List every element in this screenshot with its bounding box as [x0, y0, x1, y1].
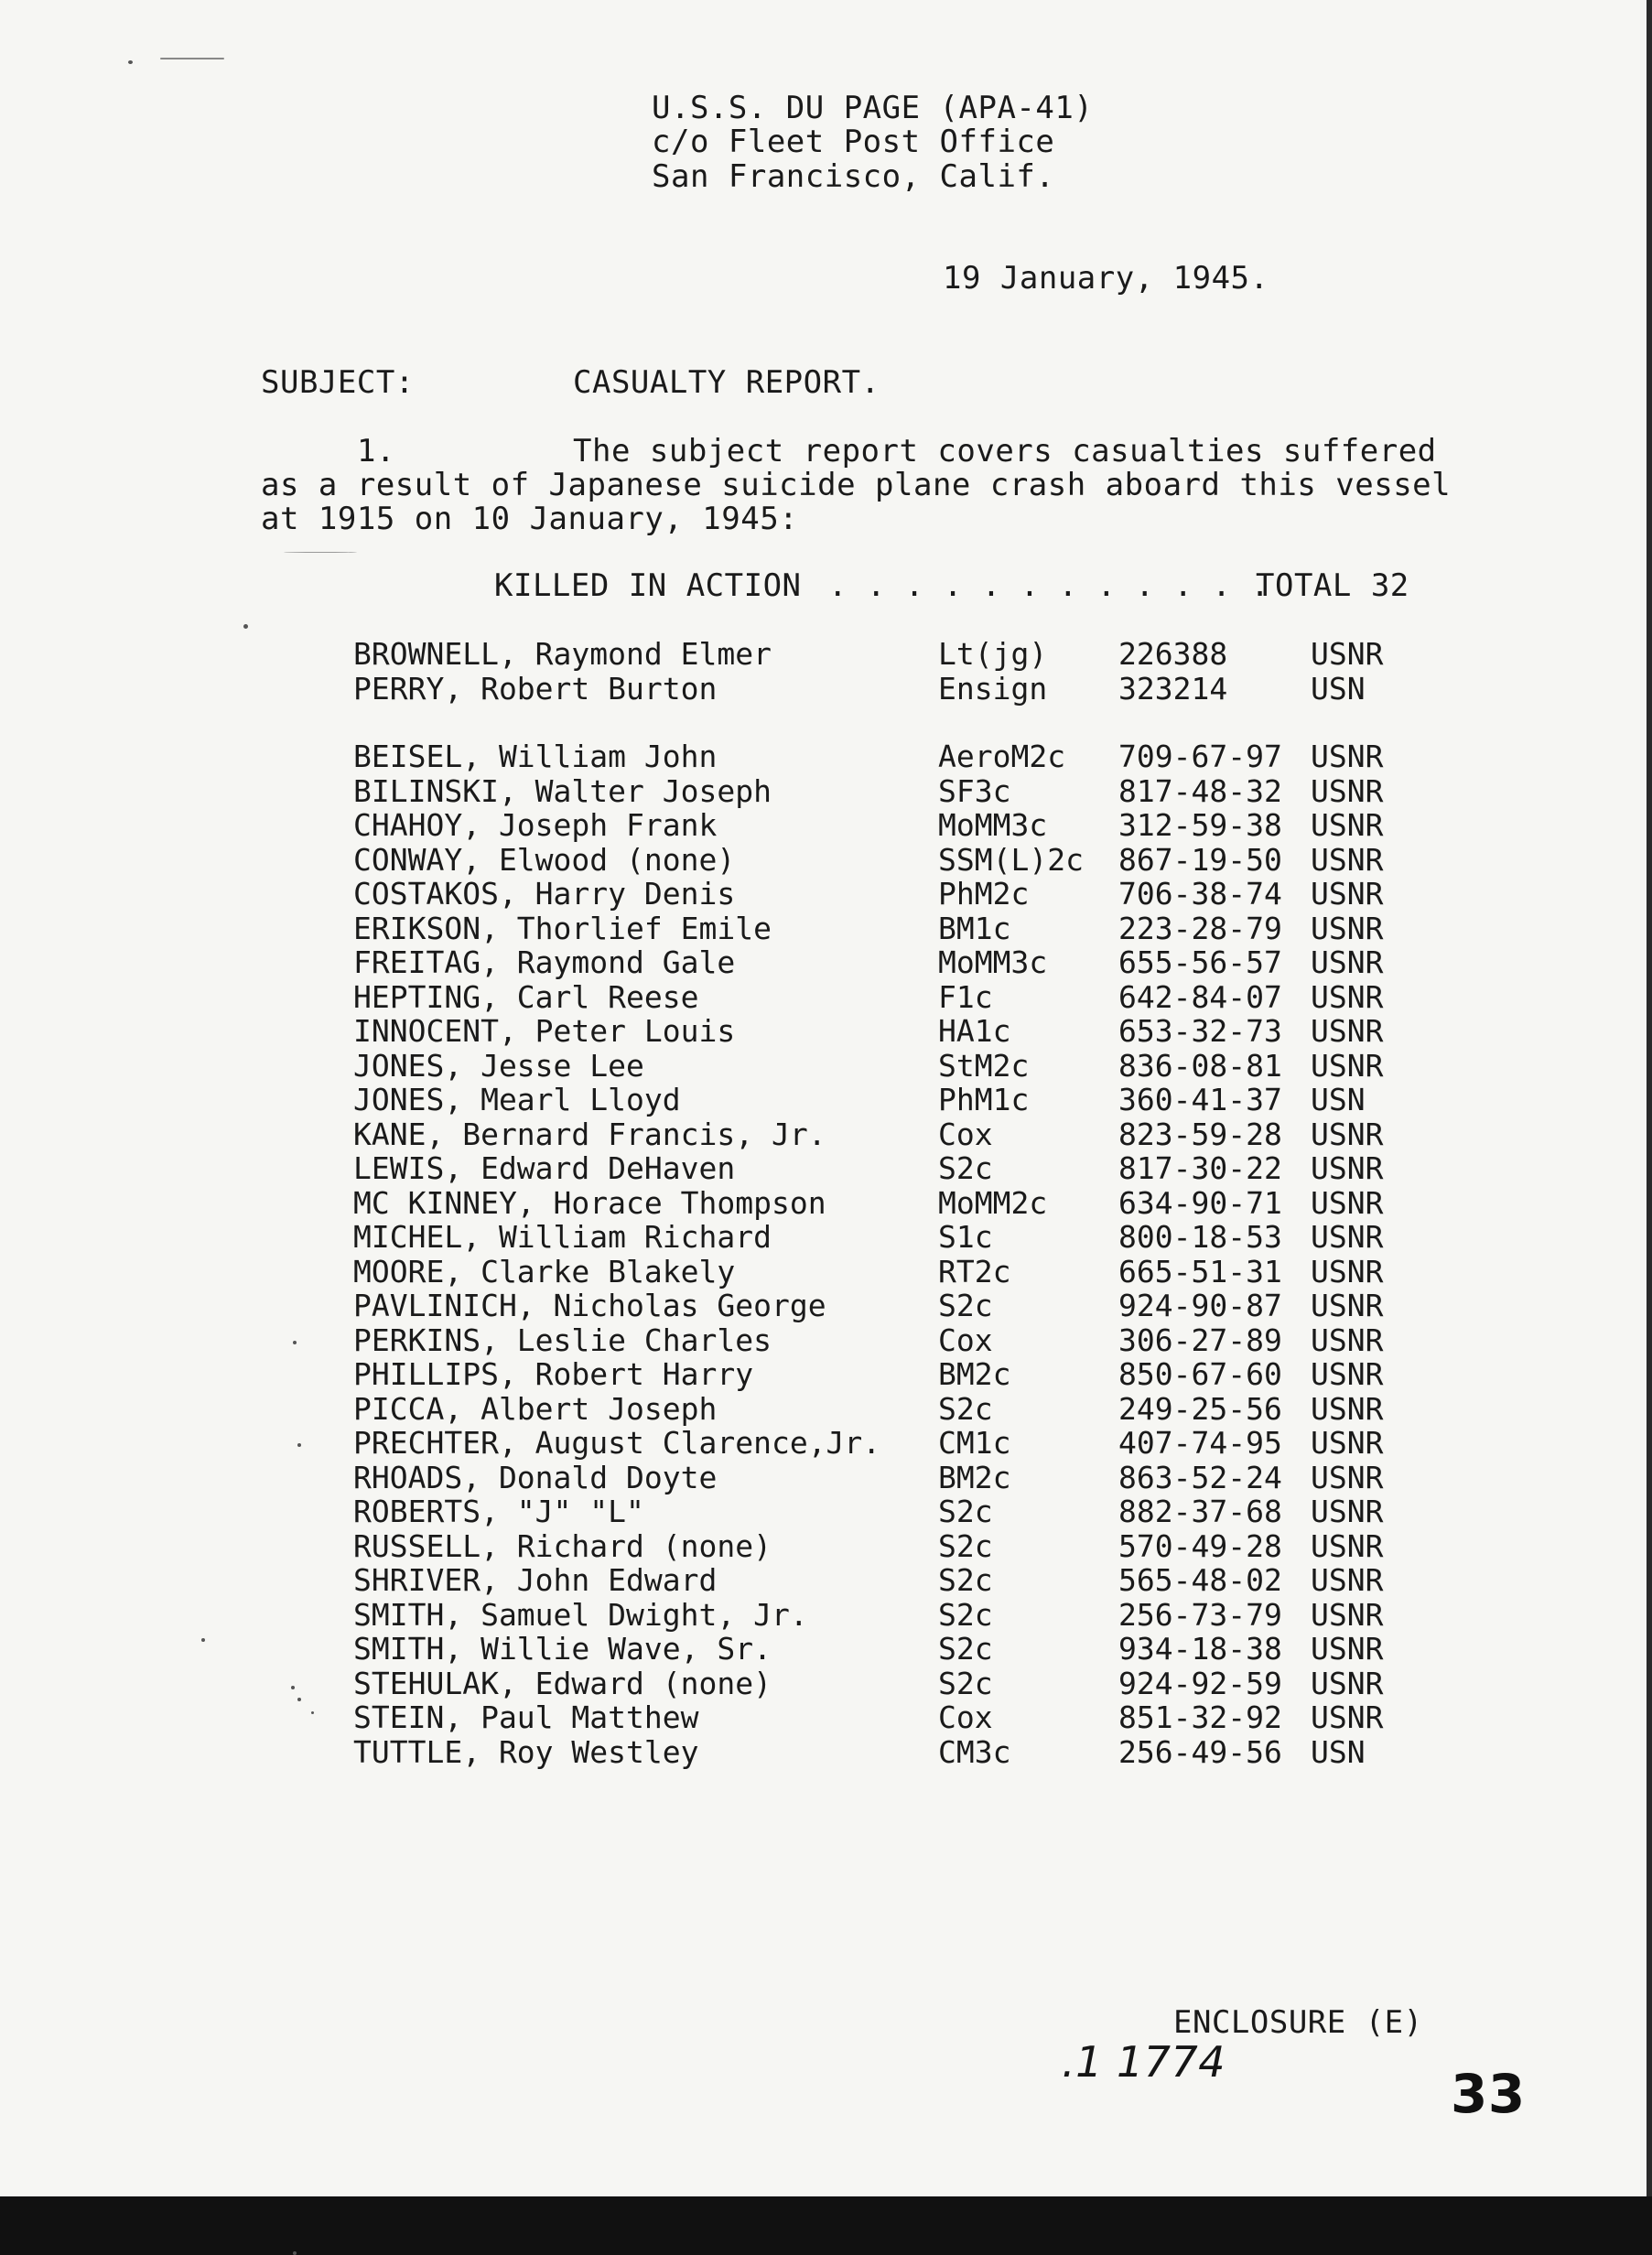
- casualty-name: RUSSELL, Richard (none): [353, 1527, 772, 1564]
- casualty-row: [0, 1735, 1652, 1769]
- casualty-service-number: 407-74-95: [1118, 1425, 1282, 1461]
- casualty-row: [0, 843, 1652, 877]
- casualty-name: JONES, Mearl Lloyd: [353, 1082, 681, 1117]
- casualty-rating: S2c: [938, 1150, 993, 1186]
- casualty-row: [0, 1494, 1652, 1528]
- casualty-name: MOORE, Clarke Blakely: [353, 1253, 736, 1289]
- casualty-row: [0, 1563, 1652, 1597]
- casualty-rating: CM3c: [938, 1733, 1011, 1770]
- casualty-rating: PhM1c: [938, 1082, 1030, 1117]
- subject-value: CASUALTY REPORT.: [573, 364, 880, 401]
- casualty-name: FREITAG, Raymond Gale: [353, 944, 736, 980]
- casualty-service-number: 565-48-02: [1118, 1562, 1282, 1598]
- casualty-service-branch: USNR: [1311, 1390, 1384, 1427]
- paragraph-line: at 1915 on 10 January, 1945:: [261, 501, 799, 537]
- casualty-name: TUTTLE, Roy Westley: [353, 1733, 699, 1770]
- casualty-row: [0, 1117, 1652, 1151]
- casualty-name: LEWIS, Edward DeHaven: [353, 1150, 736, 1186]
- casualty-service-branch: USNR: [1311, 1047, 1384, 1084]
- casualty-row: [0, 980, 1652, 1014]
- casualty-row: [0, 739, 1652, 773]
- casualty-row: [0, 1014, 1652, 1048]
- casualty-row: [0, 1357, 1652, 1391]
- casualty-rating: Ensign: [938, 670, 1048, 707]
- casualty-service-number: 256-49-56: [1118, 1733, 1282, 1770]
- casualty-service-number: 836-08-81: [1118, 1047, 1282, 1084]
- casualty-service-number: 249-25-56: [1118, 1390, 1282, 1427]
- casualty-name: STEIN, Paul Matthew: [353, 1699, 699, 1735]
- casualty-rating: BM1c: [938, 910, 1011, 946]
- casualty-rating: S2c: [938, 1390, 993, 1427]
- casualty-service-branch: USNR: [1311, 1219, 1384, 1255]
- casualty-service-number: 817-30-22: [1118, 1150, 1282, 1186]
- casualty-name: MICHEL, William Richard: [353, 1219, 772, 1255]
- casualty-name: PHILLIPS, Robert Harry: [353, 1356, 754, 1392]
- casualty-service-branch: USNR: [1311, 1699, 1384, 1735]
- casualty-service-branch: USNR: [1311, 807, 1384, 843]
- scan-mark: [284, 552, 357, 553]
- casualty-rating: S2c: [938, 1631, 993, 1667]
- casualty-service-number: 863-52-24: [1118, 1459, 1282, 1495]
- paragraph-line: The subject report covers casualties suffered: [573, 433, 1437, 469]
- casualty-service-number: 851-32-92: [1118, 1699, 1282, 1735]
- casualty-service-number: 306-27-89: [1118, 1322, 1282, 1358]
- casualty-service-branch: USNR: [1311, 1665, 1384, 1701]
- casualty-rating: Cox: [938, 1322, 993, 1358]
- casualty-service-number: 706-38-74: [1118, 876, 1282, 912]
- casualty-service-branch: USN: [1311, 1082, 1366, 1117]
- casualty-service-branch: USNR: [1311, 739, 1384, 774]
- casualty-service-branch: USNR: [1311, 1562, 1384, 1598]
- casualty-rating: Cox: [938, 1116, 993, 1152]
- casualty-service-number: 642-84-07: [1118, 978, 1282, 1015]
- casualty-row: [0, 1049, 1652, 1083]
- kia-leader-dots: . . . . . . . . . . . .: [828, 567, 1270, 604]
- enclosure-label: ENCLOSURE (E): [1173, 2004, 1423, 2041]
- casualty-service-branch: USNR: [1311, 978, 1384, 1015]
- casualty-rating: S2c: [938, 1562, 993, 1598]
- casualty-name: BEISEL, William John: [353, 739, 718, 774]
- scan-speck: [243, 624, 248, 629]
- casualty-row: [0, 1151, 1652, 1185]
- casualty-name: ROBERTS, "J" "L": [353, 1494, 644, 1529]
- casualty-name: PAVLINICH, Nicholas George: [353, 1288, 826, 1323]
- casualty-service-number: 867-19-50: [1118, 841, 1282, 878]
- handwritten-reference: .1 1774: [1062, 2037, 1226, 2087]
- casualty-service-branch: USNR: [1311, 1184, 1384, 1221]
- casualty-name: SMITH, Willie Wave, Sr.: [353, 1631, 772, 1667]
- casualty-service-number: 934-18-38: [1118, 1631, 1282, 1667]
- casualty-service-branch: USNR: [1311, 1150, 1384, 1186]
- casualty-rating: F1c: [938, 978, 993, 1015]
- casualty-rating: MoMM2c: [938, 1184, 1048, 1221]
- casualty-rating: S2c: [938, 1665, 993, 1701]
- casualty-service-number: 817-48-32: [1118, 772, 1282, 809]
- casualty-service-number: 256-73-79: [1118, 1596, 1282, 1633]
- letterhead-ship: U.S.S. DU PAGE (APA-41): [652, 90, 1094, 126]
- casualty-service-branch: USNR: [1311, 1631, 1384, 1667]
- casualty-row: [0, 1529, 1652, 1563]
- casualty-service-number: 655-56-57: [1118, 944, 1282, 980]
- casualty-rating: MoMM3c: [938, 944, 1048, 980]
- casualty-name: STEHULAK, Edward (none): [353, 1665, 772, 1701]
- casualty-service-branch: USNR: [1311, 910, 1384, 946]
- casualty-service-branch: USNR: [1311, 876, 1384, 912]
- casualty-row: [0, 1700, 1652, 1734]
- casualty-name: SHRIVER, John Edward: [353, 1562, 718, 1598]
- casualty-name: PICCA, Albert Joseph: [353, 1390, 718, 1427]
- casualty-rating: S2c: [938, 1527, 993, 1564]
- casualty-service-number: 823-59-28: [1118, 1116, 1282, 1152]
- kia-total: TOTAL 32: [1256, 567, 1409, 604]
- casualty-row: [0, 1392, 1652, 1426]
- casualty-rating: MoMM3c: [938, 807, 1048, 843]
- casualty-service-number: 312-59-38: [1118, 807, 1282, 843]
- casualty-service-number: 226388: [1118, 636, 1228, 672]
- casualty-row: [0, 1461, 1652, 1494]
- casualty-rating: CM1c: [938, 1425, 1011, 1461]
- casualty-service-branch: USNR: [1311, 1494, 1384, 1529]
- casualty-service-number: 223-28-79: [1118, 910, 1282, 946]
- casualty-service-number: 323214: [1118, 670, 1228, 707]
- casualty-row: [0, 1220, 1652, 1254]
- subject-label: SUBJECT:: [261, 364, 415, 401]
- casualty-service-branch: USNR: [1311, 1288, 1384, 1323]
- casualty-service-number: 882-37-68: [1118, 1494, 1282, 1529]
- casualty-service-number: 924-92-59: [1118, 1665, 1282, 1701]
- casualty-service-branch: USNR: [1311, 1356, 1384, 1392]
- casualty-service-number: 709-67-97: [1118, 739, 1282, 774]
- casualty-name: CHAHOY, Joseph Frank: [353, 807, 718, 843]
- casualty-service-number: 634-90-71: [1118, 1184, 1282, 1221]
- casualty-rating: AeroM2c: [938, 739, 1066, 774]
- casualty-row: [0, 877, 1652, 911]
- casualty-row: [0, 1426, 1652, 1460]
- casualty-name: HEPTING, Carl Reese: [353, 978, 699, 1015]
- casualty-row: [0, 1598, 1652, 1632]
- casualty-service-number: 850-67-60: [1118, 1356, 1282, 1392]
- scan-speck: [293, 2251, 297, 2255]
- casualty-service-branch: USNR: [1311, 1253, 1384, 1289]
- casualty-service-branch: USNR: [1311, 1527, 1384, 1564]
- casualty-row: [0, 672, 1652, 706]
- casualty-rating: S2c: [938, 1288, 993, 1323]
- casualty-service-branch: USNR: [1311, 944, 1384, 980]
- casualty-rating: BM2c: [938, 1356, 1011, 1392]
- document-date: 19 January, 1945.: [943, 260, 1269, 297]
- casualty-name: INNOCENT, Peter Louis: [353, 1013, 736, 1049]
- casualty-name: RHOADS, Donald Doyte: [353, 1459, 718, 1495]
- casualty-service-branch: USNR: [1311, 636, 1384, 672]
- casualty-rating: RT2c: [938, 1253, 1011, 1289]
- casualty-service-branch: USNR: [1311, 1013, 1384, 1049]
- casualty-rating: StM2c: [938, 1047, 1030, 1084]
- casualty-row: [0, 808, 1652, 842]
- casualty-service-branch: USNR: [1311, 1459, 1384, 1495]
- letterhead-city: San Francisco, Calif.: [652, 158, 1055, 195]
- scan-mark: [160, 58, 224, 59]
- casualty-row: [0, 1667, 1652, 1700]
- casualty-name: BROWNELL, Raymond Elmer: [353, 636, 772, 672]
- casualty-service-branch: USNR: [1311, 772, 1384, 809]
- casualty-service-number: 360-41-37: [1118, 1082, 1282, 1117]
- casualty-rating: SF3c: [938, 772, 1011, 809]
- casualty-rating: HA1c: [938, 1013, 1011, 1049]
- casualty-service-branch: USNR: [1311, 1425, 1384, 1461]
- scan-speck: [128, 60, 133, 64]
- casualty-row: [0, 1323, 1652, 1357]
- casualty-rating: S1c: [938, 1219, 993, 1255]
- casualty-rating: BM2c: [938, 1459, 1011, 1495]
- casualty-service-number: 570-49-28: [1118, 1527, 1282, 1564]
- casualty-rating: S2c: [938, 1494, 993, 1529]
- paragraph-line: as a result of Japanese suicide plane crash aboard this vessel: [261, 467, 1452, 503]
- casualty-row: [0, 1186, 1652, 1220]
- casualty-name: JONES, Jesse Lee: [353, 1047, 644, 1084]
- casualty-row: [0, 1632, 1652, 1666]
- casualty-service-number: 924-90-87: [1118, 1288, 1282, 1323]
- casualty-service-number: 800-18-53: [1118, 1219, 1282, 1255]
- casualty-row: [0, 945, 1652, 979]
- casualty-rating: SSM(L)2c: [938, 841, 1084, 878]
- casualty-row: [0, 774, 1652, 808]
- casualty-name: PERRY, Robert Burton: [353, 670, 718, 707]
- casualty-rating: Lt(jg): [938, 636, 1048, 672]
- casualty-name: SMITH, Samuel Dwight, Jr.: [353, 1596, 808, 1633]
- page-number: 33: [1451, 2063, 1526, 2125]
- letterhead-fpo: c/o Fleet Post Office: [652, 124, 1055, 160]
- paragraph-number: 1.: [357, 433, 395, 469]
- casualty-service-branch: USNR: [1311, 841, 1384, 878]
- casualty-name: PRECHTER, August Clarence,Jr.: [353, 1425, 881, 1461]
- casualty-rating: S2c: [938, 1596, 993, 1633]
- casualty-service-number: 653-32-73: [1118, 1013, 1282, 1049]
- casualty-service-branch: USNR: [1311, 1596, 1384, 1633]
- casualty-service-branch: USN: [1311, 1733, 1366, 1770]
- casualty-row: [0, 912, 1652, 945]
- casualty-row: [0, 637, 1652, 671]
- casualty-name: BILINSKI, Walter Joseph: [353, 772, 772, 809]
- casualty-service-number: 665-51-31: [1118, 1253, 1282, 1289]
- casualty-row: [0, 1289, 1652, 1322]
- kia-label: KILLED IN ACTION: [494, 567, 802, 604]
- casualty-name: KANE, Bernard Francis, Jr.: [353, 1116, 826, 1152]
- casualty-rating: Cox: [938, 1699, 993, 1735]
- casualty-name: MC KINNEY, Horace Thompson: [353, 1184, 826, 1221]
- casualty-row: [0, 1083, 1652, 1117]
- casualty-name: COSTAKOS, Harry Denis: [353, 876, 736, 912]
- casualty-name: CONWAY, Elwood (none): [353, 841, 736, 878]
- casualty-name: PERKINS, Leslie Charles: [353, 1322, 772, 1358]
- casualty-rating: PhM2c: [938, 876, 1030, 912]
- casualty-service-branch: USNR: [1311, 1322, 1384, 1358]
- casualty-service-branch: USN: [1311, 670, 1366, 707]
- casualty-name: ERIKSON, Thorlief Emile: [353, 910, 772, 946]
- casualty-row: [0, 1255, 1652, 1289]
- casualty-service-branch: USNR: [1311, 1116, 1384, 1152]
